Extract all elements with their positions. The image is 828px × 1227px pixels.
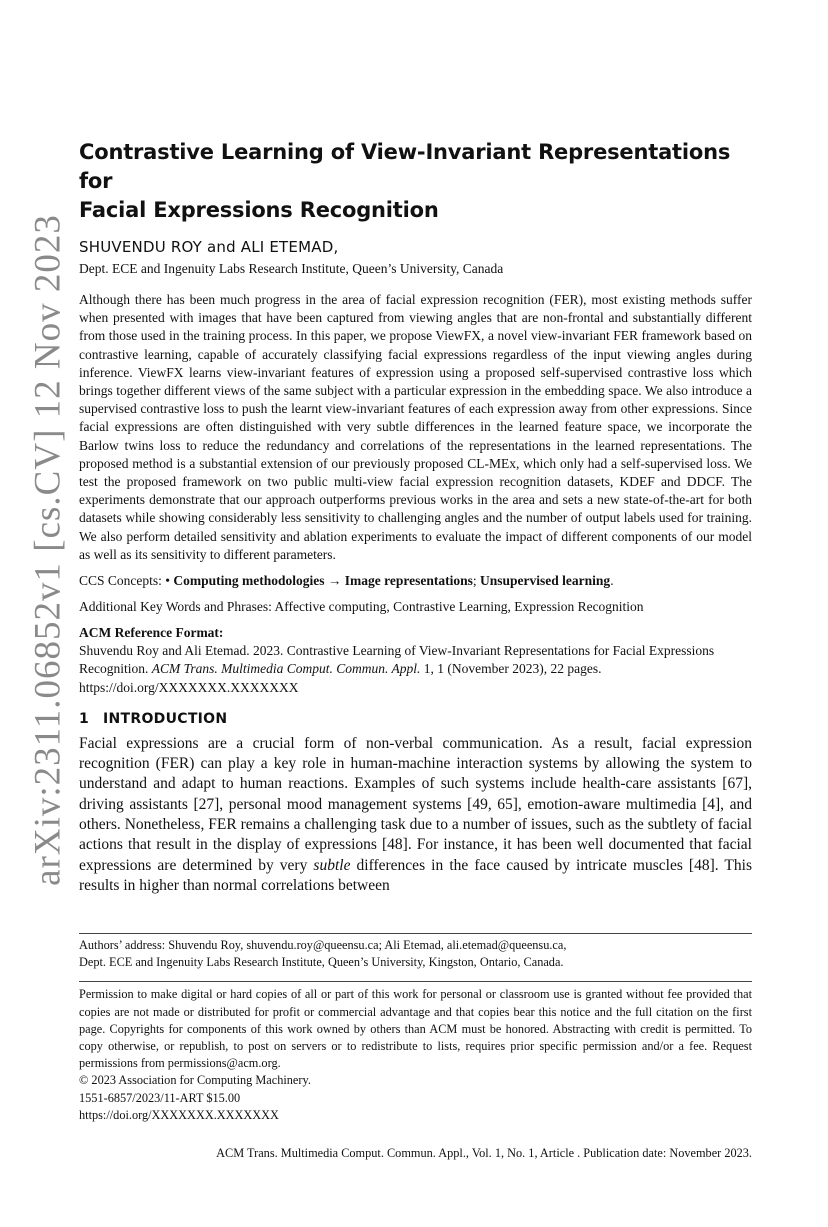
authors-address-line-1: Authors’ address: Shuvendu Roy, shuvendu.roy@queensu.ca; Ali Etemad, ali.etemad@queensu.ca, (79, 938, 567, 952)
paper-title (79, 138, 752, 225)
author-affiliation: Dept. ECE and Ingenuity Labs Research Institute, Queen’s University, Canada (79, 261, 504, 276)
running-footer: ACM Trans. Multimedia Comput. Commun. Appl., Vol. 1, No. 1, Article . Publication date: November 2023. (216, 1146, 752, 1160)
intro-text-part-2: differences in the face caused by intricate muscles [48]. This results in higher than normal correlations between (79, 856, 752, 894)
section-title: INTRODUCTION (103, 710, 228, 727)
section-heading (79, 711, 752, 727)
introduction-paragraph (79, 734, 752, 896)
footer-doi-link[interactable]: https://doi.org/XXXXXXX.XXXXXXX (79, 1107, 279, 1122)
authors-address (79, 937, 752, 971)
reference-journal: ACM Trans. Multimedia Comput. Commun. Appl. (151, 661, 421, 677)
ccs-end: . (610, 573, 614, 589)
arxiv-identifier: arXiv:2311.06852v1 [cs.CV] 12 Nov 2023 (27, 214, 69, 886)
ccs-term-unsupervised: Unsupervised learning (480, 573, 611, 589)
section-number: 1 (79, 710, 90, 727)
abstract-text: Although there has been much progress in the area of facial expression recognition (FER), most existing methods suffer when presented with images that have been captured from viewing angles that are non-frontal and substantially different from those used in the training process. In this paper, we propose ViewFX, a novel view-invariant FER framework based on contrastive learning, capable of accurately classifying facial expressions regardless of the input viewing angles during inference. ViewFX learns view-invariant features of expression using a proposed self-supervised contrastive loss which brings together different views of the same subject with a particular expression in the embedding space. We also introduce a supervised contrastive loss to push the learnt view-invariant features of each expression away from other expressions. Since facial expressions are often distinguished with very subtle differences in the learned feature space, we incorporate the Barlow twins loss to reduce the redundancy and correlations of the representations in the learned representations. The proposed method is a substantial extension of our previously proposed CL-MEx, which only had a self-supervised loss. We test the proposed framework on two public multi-view facial expression recognition datasets, KDEF and DDCF. The experiments demonstrate that our approach outperforms previous works in the area and sets a new state-of-the-art for both datasets while showing considerably less sensitivity to challenging angles and the number of output labels used for training. We also perform detailed sensitivity and ablation experiments to evaluate the impact of different components of our model as well as its sensitivity to different parameters. (79, 292, 752, 562)
paper-title-line-2: Facial Expressions Recognition (79, 198, 439, 222)
footnote-divider (79, 933, 752, 934)
ccs-term-computing: Computing methodologies (173, 573, 325, 589)
intro-text-part-1: Facial expressions are a crucial form of non-verbal communication. As a result, facial expression recognition (FER) can play a key role in human-machine interaction systems by allowing the system to understand and adapt to human reactions. Examples of such systems include health-care assistants [67], driving assistants [27], personal mood management systems [49, 65], emotion-aware multimedia [4], and others. Nonetheless, FER remains a challenging task due to a number of issues, such as the subtlety of facial actions that result in the display of expressions [48]. For instance, it has been well documented that facial expressions are determined by very (79, 734, 752, 874)
reference-details: 1, 1 (November 2023), 22 pages. (420, 661, 602, 677)
author-list: SHUVENDU ROY and ALI ETEMAD, (79, 238, 339, 256)
footnote-area (79, 933, 752, 1124)
ccs-label: CCS Concepts: • (79, 573, 170, 589)
reference-text: Shuvendu Roy and Ali Etemad. 2023. Contrastive Learning of View-Invariant Representations for Facial Expressions Recognition. (79, 643, 715, 677)
authors-address-line-2: Dept. ECE and Ingenuity Labs Research Institute, Queen’s University, Kingston, Ontario, Canada. (79, 955, 564, 970)
permission-notice: Permission to make digital or hard copies of all or part of this work for personal or classroom use is granted without fee provided that copies are not made or distributed for profit or commercial advantage and that copies bear this notice and the full citation on the first page. Copyrights for components of this work owned by others than ACM must be honored. Abstracting with credit is permitted. To copy otherwise, or republish, to post on servers or to redistribute to lists, requires prior specific permission and/or a fee. Request permissions from permissions@acm.org. (79, 987, 752, 1071)
acm-reference-format (79, 624, 752, 697)
reference-heading: ACM Reference Format: (79, 625, 224, 641)
keywords: Additional Key Words and Phrases: Affective computing, Contrastive Learning, Expression Recognition (79, 599, 644, 615)
intro-emphasis: subtle (313, 856, 351, 874)
ccs-concepts (79, 572, 752, 590)
reference-citation (79, 642, 752, 697)
reference-doi-link[interactable]: https://doi.org/XXXXXXX.XXXXXXX (79, 679, 299, 695)
page-content (79, 138, 752, 896)
paper-title-line-1: Contrastive Learning of View-Invariant Representations for (79, 140, 731, 193)
copyright-line: © 2023 Association for Computing Machinery. (79, 1073, 311, 1088)
ccs-arrow: → (324, 573, 345, 589)
ccs-separator: ; (472, 573, 481, 589)
ccs-term-image: Image representations (344, 573, 473, 589)
issn-line: 1551-6857/2023/11-ART $15.00 (79, 1090, 241, 1105)
permission-divider (79, 981, 752, 982)
